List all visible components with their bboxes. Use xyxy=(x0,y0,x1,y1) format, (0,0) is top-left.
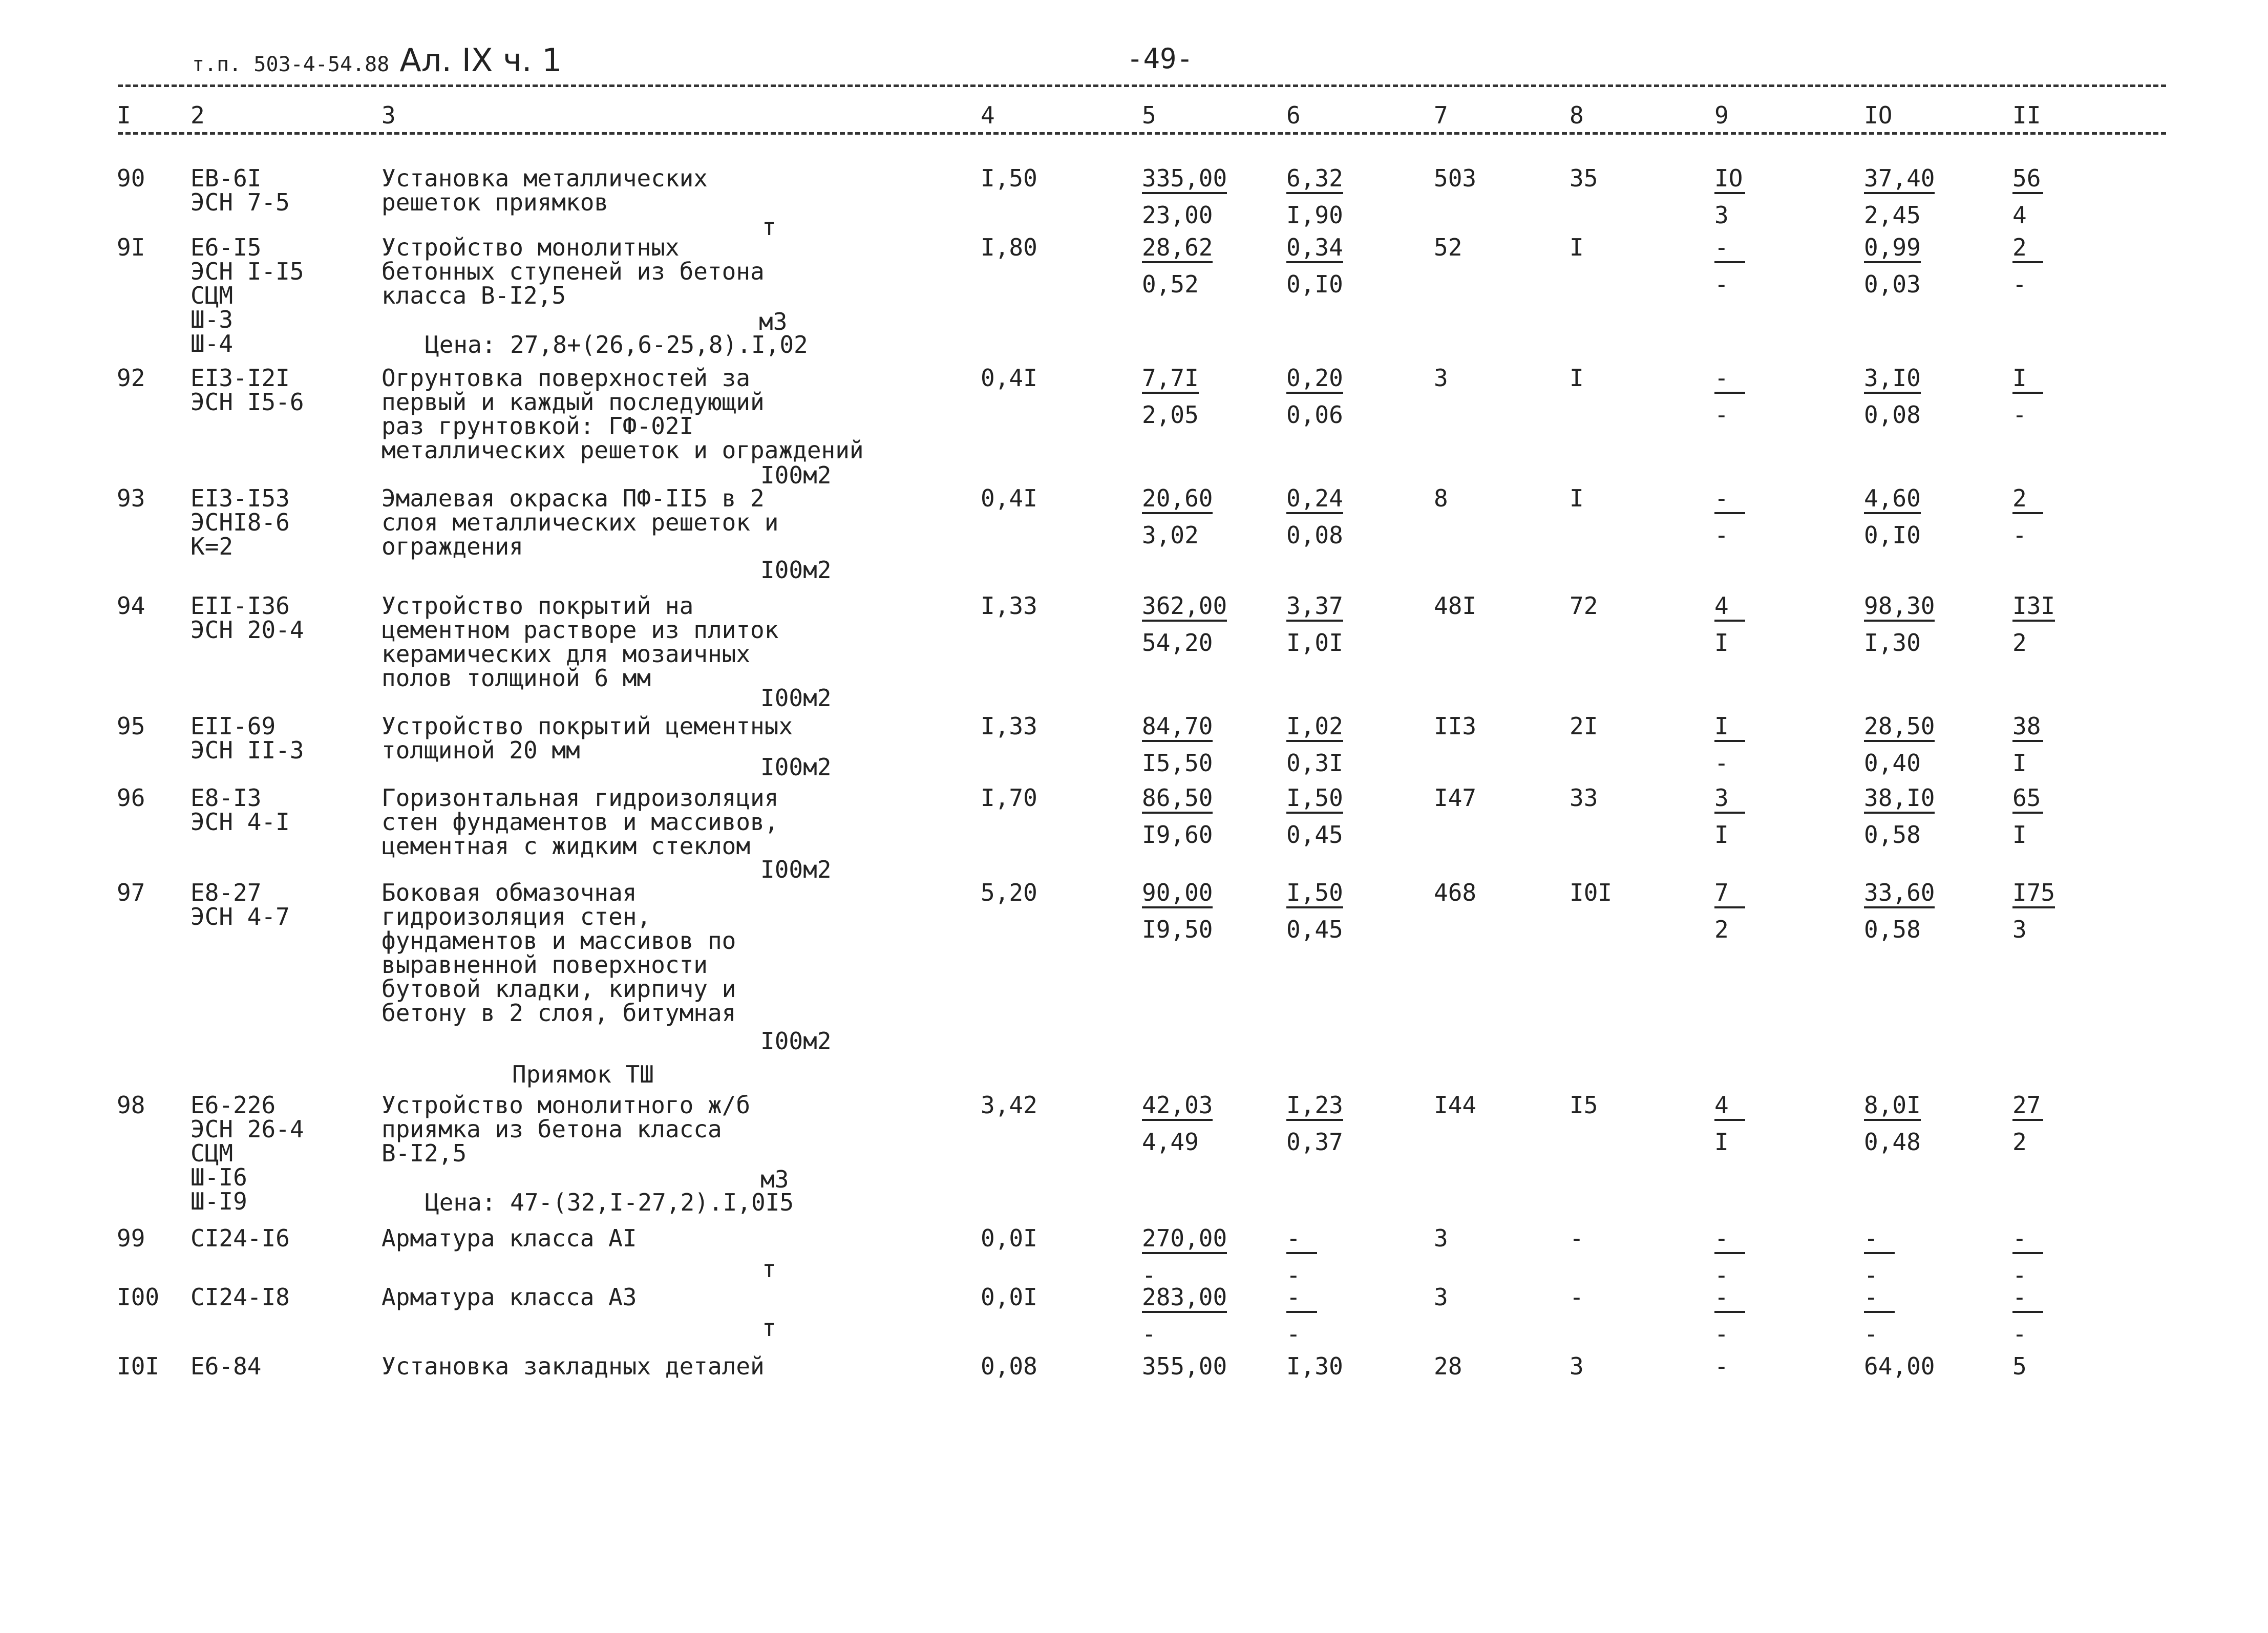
labor-total-bottom: - xyxy=(2012,401,2027,429)
work-description: Установка металлических решеток приямков xyxy=(381,164,708,216)
labor-per-unit-bottom: 0,48 xyxy=(1864,1128,1921,1156)
unit-cost-bottom: 54,20 xyxy=(1142,629,1213,656)
unit-cost xyxy=(1142,1285,1227,1346)
quantity: 0,0I xyxy=(981,1224,1037,1252)
column-number-4: 4 xyxy=(981,101,995,129)
labor-per-unit xyxy=(1864,486,1921,547)
row-number: 98 xyxy=(117,1091,145,1119)
labor-total-top: 27 xyxy=(2012,1093,2043,1121)
wage-cost xyxy=(1286,236,1343,296)
quantity: I,33 xyxy=(981,592,1037,620)
unit-cost xyxy=(1142,166,1227,227)
wage-cost xyxy=(1286,166,1343,227)
column-number-1: I xyxy=(117,101,131,129)
unit-cost-bottom: 23,00 xyxy=(1142,201,1213,229)
column-number-6: 6 xyxy=(1286,101,1301,129)
page-number: -49- xyxy=(1127,43,1194,75)
labor-total: 5 xyxy=(2012,1352,2027,1380)
labor-per-unit-top: - xyxy=(1864,1226,1895,1254)
machine-cost-top: 4 xyxy=(1714,1093,1745,1121)
labor-total-bottom: I xyxy=(2012,749,2027,777)
total-cost: I47 xyxy=(1434,784,1477,812)
row-number: I0I xyxy=(117,1352,160,1380)
labor-per-unit-top: - xyxy=(1864,1285,1895,1313)
wage-cost-bottom: - xyxy=(1286,1320,1301,1348)
wage-cost-bottom: 0,37 xyxy=(1286,1128,1343,1156)
total-wages: 2I xyxy=(1570,712,1598,740)
machine-cost xyxy=(1714,1226,1745,1287)
quantity: 0,0I xyxy=(981,1283,1037,1311)
norm-code: СI24-I8 xyxy=(190,1283,290,1311)
unit-of-measure: м3 xyxy=(760,1165,789,1193)
wage-cost xyxy=(1286,1093,1343,1154)
machine-cost-bottom: - xyxy=(1714,401,1729,429)
work-description: Арматура класса А3 xyxy=(381,1283,637,1311)
wage-cost-bottom: - xyxy=(1286,1261,1301,1289)
unit-of-measure: I00м2 xyxy=(760,1027,832,1055)
total-cost: I44 xyxy=(1434,1091,1477,1119)
total-cost: 503 xyxy=(1434,164,1477,192)
norm-code: ЕI3-I2I ЭСН I5-6 xyxy=(190,364,304,416)
labor-per-unit-bottom: 0,58 xyxy=(1864,916,1921,943)
labor-per-unit-top: 28,50 xyxy=(1864,714,1935,742)
total-cost: 3 xyxy=(1434,364,1448,392)
norm-code: ЕII-I36 ЭСН 20-4 xyxy=(190,592,304,644)
labor-total xyxy=(2012,594,2055,654)
machine-cost-bottom: I xyxy=(1714,821,1729,849)
labor-per-unit-bottom: 0,58 xyxy=(1864,821,1921,849)
labor-per-unit-bottom: - xyxy=(1864,1320,1878,1348)
column-number-5: 5 xyxy=(1142,101,1156,129)
quantity: 3,42 xyxy=(981,1091,1037,1119)
work-description: Устройство монолитного ж/б приямка из бетона класса В-I2,5 xyxy=(381,1091,751,1167)
work-description: Устройство покрытий цементных толщиной 20 мм xyxy=(381,712,793,764)
row-number: 90 xyxy=(117,164,145,192)
labor-per-unit-bottom: 2,45 xyxy=(1864,201,1921,229)
work-description: Эмалевая окраска ПФ-II5 в 2 слоя металлических решеток и ограждения xyxy=(381,484,779,560)
row-number: 97 xyxy=(117,879,145,906)
total-wages: 33 xyxy=(1570,784,1598,812)
wage-cost-bottom: 0,08 xyxy=(1286,521,1343,549)
machine-cost: - xyxy=(1714,1352,1729,1380)
norm-code: ЕII-69 ЭСН II-3 xyxy=(190,712,304,764)
unit-cost-bottom: 4,49 xyxy=(1142,1128,1199,1156)
labor-total xyxy=(2012,236,2043,296)
total-cost: II3 xyxy=(1434,712,1477,740)
album-label: Ал. IX ч. 1 xyxy=(399,41,562,79)
wage-cost-top: - xyxy=(1286,1226,1317,1254)
row-number: 94 xyxy=(117,592,145,620)
machine-cost xyxy=(1714,166,1745,227)
machine-cost xyxy=(1714,1285,1745,1346)
machine-cost xyxy=(1714,236,1745,296)
labor-total-top: - xyxy=(2012,1285,2043,1313)
labor-per-unit-top: 38,I0 xyxy=(1864,786,1935,814)
unit-cost-top: 362,00 xyxy=(1142,594,1227,622)
wage-cost xyxy=(1286,486,1343,547)
unit-cost-bottom: 0,52 xyxy=(1142,270,1199,298)
total-cost: 3 xyxy=(1434,1224,1448,1252)
labor-total xyxy=(2012,1093,2043,1154)
machine-cost-bottom: I xyxy=(1714,629,1729,656)
total-cost: 48I xyxy=(1434,592,1477,620)
labor-per-unit-top: 98,30 xyxy=(1864,594,1935,622)
labor-total-bottom: I xyxy=(2012,821,2027,849)
labor-per-unit-bottom: 0,08 xyxy=(1864,401,1921,429)
row-number: 92 xyxy=(117,364,145,392)
total-wages: I xyxy=(1570,484,1584,512)
norm-code: Е6-226 ЭСН 26-4 СЦМ Ш-I6 Ш-I9 xyxy=(190,1091,304,1215)
total-cost: 8 xyxy=(1434,484,1448,512)
unit-cost-bottom: I5,50 xyxy=(1142,749,1213,777)
total-wages: I0I xyxy=(1570,879,1613,906)
machine-cost-bottom: - xyxy=(1714,749,1729,777)
labor-per-unit xyxy=(1864,714,1935,775)
total-wages: 72 xyxy=(1570,592,1598,620)
row-number: I00 xyxy=(117,1283,160,1311)
labor-total-bottom: 2 xyxy=(2012,1128,2027,1156)
unit-of-measure: I00м2 xyxy=(760,753,832,781)
unit-of-measure: м3 xyxy=(759,308,788,335)
column-number-10: IO xyxy=(1864,101,1893,129)
total-cost: 52 xyxy=(1434,234,1462,261)
unit-cost-top: 84,70 xyxy=(1142,714,1213,742)
labor-total-bottom: - xyxy=(2012,1320,2027,1348)
unit-cost xyxy=(1142,714,1213,775)
labor-total-bottom: 4 xyxy=(2012,201,2027,229)
machine-cost-top: - xyxy=(1714,366,1745,394)
total-wages: - xyxy=(1570,1224,1584,1252)
work-description: Арматура класса АI xyxy=(381,1224,637,1252)
labor-total xyxy=(2012,486,2043,547)
machine-cost-bottom: 3 xyxy=(1714,201,1729,229)
labor-total xyxy=(2012,714,2043,775)
total-wages: 3 xyxy=(1570,1352,1584,1380)
quantity: 0,4I xyxy=(981,484,1037,512)
unit-of-measure: I00м2 xyxy=(760,461,832,489)
unit-cost-top: 20,60 xyxy=(1142,486,1213,514)
labor-total xyxy=(2012,784,2043,849)
unit-cost xyxy=(1142,594,1227,654)
quantity: I,80 xyxy=(981,234,1037,261)
labor-per-unit xyxy=(1864,784,1935,849)
labor-total-top: I3I xyxy=(2012,594,2055,622)
labor-total-top: - xyxy=(2012,1226,2043,1254)
total-wages: I5 xyxy=(1570,1091,1598,1119)
labor-total-top: 38 xyxy=(2012,714,2043,742)
labor-total-top: 56 xyxy=(2012,166,2043,194)
machine-cost-top: - xyxy=(1714,486,1745,514)
machine-cost-top: I xyxy=(1714,714,1745,742)
unit-cost-top: 335,00 xyxy=(1142,166,1227,194)
labor-total xyxy=(2012,1226,2043,1287)
unit-cost-top: 90,00 xyxy=(1142,881,1213,908)
norm-code: Е8-27 ЭСН 4-7 xyxy=(190,879,290,930)
column-number-3: 3 xyxy=(381,101,396,129)
unit-cost-top: 270,00 xyxy=(1142,1226,1227,1254)
norm-code: Е8-I3 ЭСН 4-I xyxy=(190,784,290,836)
labor-per-unit xyxy=(1864,1226,1895,1287)
row-number: 95 xyxy=(117,712,145,740)
work-description: Боковая обмазочная гидроизоляция стен, фундаментов и массивов по выравненной поверхности бутовой кладки, кирпичу и бетону в 2 слоя, битумная xyxy=(381,879,736,1027)
labor-total-bottom: - xyxy=(2012,521,2027,549)
wage-cost-top: 0,24 xyxy=(1286,486,1343,514)
labor-total xyxy=(2012,1285,2043,1346)
machine-cost xyxy=(1714,881,1745,941)
row-number: 96 xyxy=(117,784,145,812)
wage-cost-bottom: 0,I0 xyxy=(1286,270,1343,298)
doc-code: т.п. 503-4-54.88 xyxy=(192,53,390,76)
column-number-7: 7 xyxy=(1434,101,1448,129)
labor-per-unit xyxy=(1864,594,1935,654)
labor-total-top: I75 xyxy=(2012,881,2055,908)
wage-cost xyxy=(1286,881,1343,941)
quantity: 0,4I xyxy=(981,364,1037,392)
unit-of-measure: т xyxy=(762,1255,776,1283)
unit-cost-top: 7,7I xyxy=(1142,366,1199,394)
wage-cost-top: I,50 xyxy=(1286,786,1343,814)
wage-cost-top: 0,20 xyxy=(1286,366,1343,394)
wage-cost-top: I,50 xyxy=(1286,881,1343,908)
unit-of-measure: I00м2 xyxy=(760,684,832,712)
work-description: Устройство покрытий на цементном растворе из плиток керамических для мозаичных полов толщиной 6 мм xyxy=(381,592,779,692)
doc-code-header xyxy=(192,41,562,79)
machine-cost-bottom: I xyxy=(1714,1128,1729,1156)
labor-per-unit-bottom: I,30 xyxy=(1864,629,1921,656)
machine-cost-top: 3 xyxy=(1714,786,1745,814)
quantity: I,50 xyxy=(981,164,1037,192)
norm-code: Е6-84 xyxy=(190,1352,262,1380)
labor-per-unit xyxy=(1864,166,1935,227)
wage-cost-top: 0,34 xyxy=(1286,236,1343,263)
price-formula: Цена: 47-(32,I-27,2).I,0I5 xyxy=(425,1189,794,1216)
machine-cost xyxy=(1714,486,1745,547)
wage-cost-bottom: I,90 xyxy=(1286,201,1343,229)
total-wages: I xyxy=(1570,364,1584,392)
wage-cost-top: 6,32 xyxy=(1286,166,1343,194)
column-number-9: 9 xyxy=(1714,101,1729,129)
section-title: Приямок ТШ xyxy=(512,1061,654,1088)
row-number: 9I xyxy=(117,234,145,261)
price-formula: Цена: 27,8+(26,6-25,8).I,02 xyxy=(425,331,808,358)
work-description: Горизонтальная гидроизоляция стен фундаментов и массивов, цементная с жидким стеклом xyxy=(381,784,779,860)
unit-cost-top: 28,62 xyxy=(1142,236,1213,263)
labor-total-top: 2 xyxy=(2012,486,2043,514)
labor-per-unit-top: 8,0I xyxy=(1864,1093,1921,1121)
labor-per-unit xyxy=(1864,366,1921,427)
machine-cost-top: 4 xyxy=(1714,594,1745,622)
unit-cost: 355,00 xyxy=(1142,1352,1227,1380)
wage-cost-bottom: 0,45 xyxy=(1286,821,1343,849)
quantity: 0,08 xyxy=(981,1352,1037,1380)
machine-cost-bottom: - xyxy=(1714,1261,1729,1289)
wage-cost xyxy=(1286,366,1343,427)
labor-total-bottom: 3 xyxy=(2012,916,2027,943)
wage-cost-top: I,23 xyxy=(1286,1093,1343,1121)
labor-per-unit-bottom: 0,40 xyxy=(1864,749,1921,777)
total-cost: 468 xyxy=(1434,879,1477,906)
unit-cost xyxy=(1142,236,1213,296)
unit-of-measure: т xyxy=(762,1314,776,1342)
unit-cost-bottom: - xyxy=(1142,1320,1156,1348)
column-number-8: 8 xyxy=(1570,101,1584,129)
unit-of-measure: т xyxy=(762,213,776,241)
header-divider-top xyxy=(118,84,2166,87)
row-number: 93 xyxy=(117,484,145,512)
labor-per-unit-top: 3,I0 xyxy=(1864,366,1921,394)
wage-cost-top: I,02 xyxy=(1286,714,1343,742)
labor-per-unit-bottom: 0,I0 xyxy=(1864,521,1921,549)
machine-cost-top: - xyxy=(1714,236,1745,263)
labor-per-unit: 64,00 xyxy=(1864,1352,1935,1380)
unit-cost xyxy=(1142,784,1213,849)
unit-cost-top: 86,50 xyxy=(1142,786,1213,814)
unit-cost-top: 42,03 xyxy=(1142,1093,1213,1121)
wage-cost xyxy=(1286,594,1343,654)
column-number-11: II xyxy=(2012,101,2041,129)
wage-cost xyxy=(1286,784,1343,849)
total-wages: 35 xyxy=(1570,164,1598,192)
labor-per-unit-top: 4,60 xyxy=(1864,486,1921,514)
unit-cost xyxy=(1142,486,1213,547)
machine-cost xyxy=(1714,594,1745,654)
labor-per-unit xyxy=(1864,1093,1921,1154)
machine-cost-top: - xyxy=(1714,1226,1745,1254)
labor-total xyxy=(2012,881,2055,941)
unit-cost-bottom: I9,60 xyxy=(1142,821,1213,849)
machine-cost-bottom: - xyxy=(1714,521,1729,549)
norm-code: СI24-I6 xyxy=(190,1224,290,1252)
norm-code: Е6-I5 ЭСН I-I5 СЦМ Ш-3 Ш-4 xyxy=(190,234,304,357)
labor-per-unit xyxy=(1864,236,1921,296)
machine-cost-bottom: 2 xyxy=(1714,916,1729,943)
labor-per-unit-bottom: 0,03 xyxy=(1864,270,1921,298)
labor-per-unit-top: 33,60 xyxy=(1864,881,1935,908)
quantity: I,70 xyxy=(981,784,1037,812)
total-wages: I xyxy=(1570,234,1584,261)
norm-code: ЕI3-I53 ЭСНI8-6 К=2 xyxy=(190,484,290,560)
total-cost: 3 xyxy=(1434,1283,1448,1311)
labor-per-unit xyxy=(1864,1285,1895,1346)
labor-total-top: 2 xyxy=(2012,236,2043,263)
total-wages: - xyxy=(1570,1283,1584,1311)
labor-total xyxy=(2012,166,2043,227)
wage-cost-top: - xyxy=(1286,1285,1317,1313)
unit-cost xyxy=(1142,1093,1213,1154)
wage-cost xyxy=(1286,1226,1317,1287)
header-divider-bottom xyxy=(118,132,2166,135)
unit-cost-bottom: I9,50 xyxy=(1142,916,1213,943)
row-number: 99 xyxy=(117,1224,145,1252)
machine-cost xyxy=(1714,714,1745,775)
norm-code: ЕВ-6I ЭСН 7-5 xyxy=(190,164,290,216)
wage-cost-bottom: 0,06 xyxy=(1286,401,1343,429)
work-description: Установка закладных деталей xyxy=(381,1352,765,1380)
labor-total-top: 65 xyxy=(2012,786,2043,814)
machine-cost xyxy=(1714,1093,1745,1154)
wage-cost-bottom: 0,45 xyxy=(1286,916,1343,943)
unit-cost xyxy=(1142,366,1199,427)
unit-cost-bottom: 2,05 xyxy=(1142,401,1199,429)
labor-total-bottom: - xyxy=(2012,270,2027,298)
wage-cost-bottom: I,0I xyxy=(1286,629,1343,656)
labor-total-bottom: - xyxy=(2012,1261,2027,1289)
unit-cost-bottom: - xyxy=(1142,1261,1156,1289)
machine-cost-top: IO xyxy=(1714,166,1745,194)
unit-cost xyxy=(1142,1226,1227,1287)
labor-total xyxy=(2012,366,2043,427)
machine-cost-bottom: - xyxy=(1714,1320,1729,1348)
unit-cost-top: 283,00 xyxy=(1142,1285,1227,1313)
unit-of-measure: I00м2 xyxy=(760,856,832,883)
quantity: I,33 xyxy=(981,712,1037,740)
column-number-2: 2 xyxy=(190,101,205,129)
machine-cost-top: 7 xyxy=(1714,881,1745,908)
unit-of-measure: I00м2 xyxy=(760,556,832,584)
wage-cost xyxy=(1286,714,1343,775)
quantity: 5,20 xyxy=(981,879,1037,906)
labor-per-unit-top: 0,99 xyxy=(1864,236,1921,263)
labor-per-unit-bottom: - xyxy=(1864,1261,1878,1289)
wage-cost-bottom: 0,3I xyxy=(1286,749,1343,777)
work-description: Огрунтовка поверхностей за первый и каждый последующий раз грунтовкой: ГФ-02I металлических решеток и ограждений xyxy=(381,364,864,464)
unit-cost-bottom: 3,02 xyxy=(1142,521,1199,549)
work-description: Устройство монолитных бетонных ступеней из бетона класса В-I2,5 xyxy=(381,234,765,309)
labor-per-unit xyxy=(1864,881,1935,941)
unit-cost xyxy=(1142,881,1213,941)
total-cost: 28 xyxy=(1434,1352,1462,1380)
machine-cost xyxy=(1714,784,1745,849)
labor-per-unit-top: 37,40 xyxy=(1864,166,1935,194)
wage-cost xyxy=(1286,1285,1317,1346)
labor-total-bottom: 2 xyxy=(2012,629,2027,656)
labor-total-top: I xyxy=(2012,366,2043,394)
machine-cost-bottom: - xyxy=(1714,270,1729,298)
wage-cost: I,30 xyxy=(1286,1352,1343,1380)
wage-cost-top: 3,37 xyxy=(1286,594,1343,622)
machine-cost-top: - xyxy=(1714,1285,1745,1313)
machine-cost xyxy=(1714,366,1745,427)
